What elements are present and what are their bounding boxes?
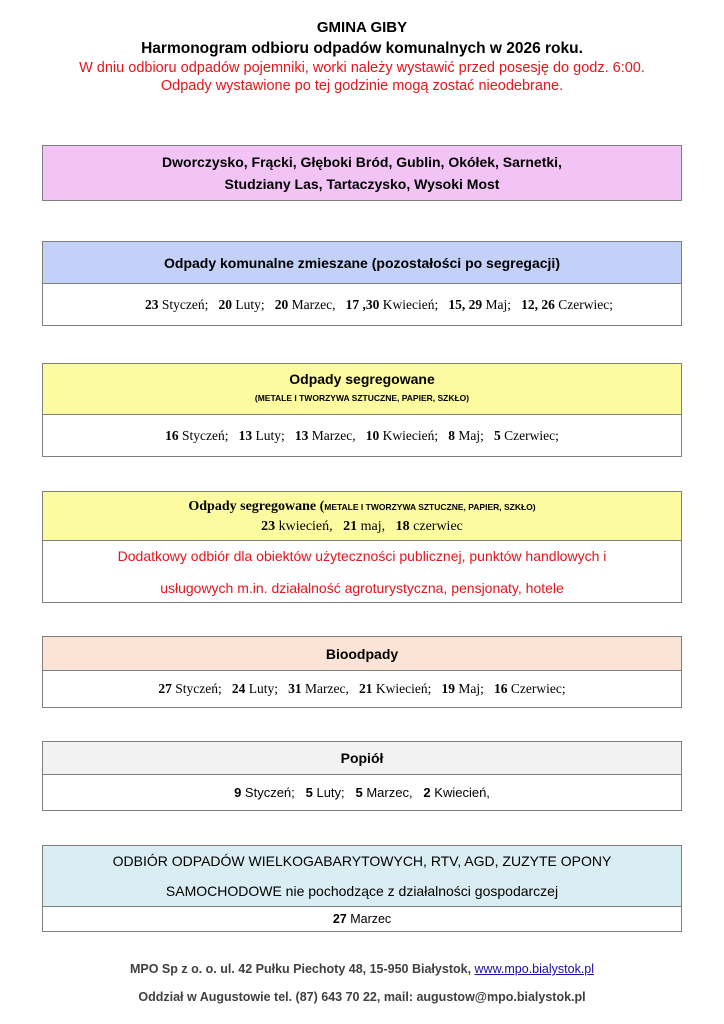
date-day: 12, 26 — [521, 296, 555, 312]
bio-waste-title: Bioodpady — [43, 637, 681, 670]
segregated-waste-header — [43, 364, 681, 414]
date-month: czerwiec — [409, 518, 463, 534]
date-day: 20 — [274, 296, 289, 312]
date-day: 15, 29 — [448, 296, 483, 312]
date-item — [288, 681, 349, 696]
date-item — [306, 785, 345, 800]
date-item — [396, 519, 463, 534]
date-list — [43, 428, 681, 444]
bio-waste-dates — [43, 670, 681, 707]
date-month: Styczeń; — [171, 681, 222, 696]
date-item — [494, 428, 559, 443]
date-month: Maj; — [482, 296, 511, 312]
date-list — [43, 517, 681, 536]
date-month: Maj; — [454, 681, 484, 696]
date-day: 9 — [234, 785, 242, 800]
date-day: 31 — [288, 681, 302, 696]
date-day: 5 — [355, 785, 363, 800]
date-day: 5 — [305, 785, 313, 800]
date-month: Marzec, — [301, 681, 349, 696]
ash-dates — [43, 774, 681, 810]
segregated-waste-box — [42, 363, 682, 457]
date-item — [261, 519, 333, 534]
date-day: 23 — [145, 296, 159, 312]
date-list — [43, 681, 681, 697]
date-item — [441, 681, 483, 696]
bulky-day: 27 — [332, 912, 347, 926]
date-month: Marzec, — [362, 785, 413, 800]
date-month: Kwiecień; — [379, 296, 439, 312]
bulky-waste-date — [43, 906, 681, 931]
mixed-waste-dates — [43, 283, 681, 325]
date-month: Styczeń; — [178, 427, 229, 443]
bulky-waste-header — [43, 846, 681, 906]
date-item — [158, 681, 221, 696]
bulky-month: Marzec — [350, 912, 392, 926]
date-day: 23 — [261, 518, 276, 534]
date-day: 16 — [165, 427, 179, 443]
date-day: 8 — [448, 427, 455, 443]
date-day: 18 — [395, 518, 410, 534]
villages-line-2: Studziany Las, Tartaczysko, Wysoki Most — [224, 176, 500, 192]
mixed-waste-title: Odpady komunalne zmieszane (pozostałości po segregacji) — [43, 242, 681, 283]
date-month: Styczeń; — [241, 785, 295, 800]
date-list — [43, 785, 681, 800]
date-item — [356, 785, 413, 800]
date-item — [239, 428, 285, 443]
date-item — [359, 681, 431, 696]
segregated-extra-header — [43, 492, 681, 540]
date-item — [343, 519, 385, 534]
segregated-extra-note — [43, 540, 681, 602]
website-link[interactable]: www.mpo.bialystok.pl — [474, 962, 595, 976]
document-header — [0, 18, 724, 95]
date-month: Luty; — [312, 785, 345, 800]
date-month: Kwiecień, — [430, 785, 490, 800]
ash-title: Popiół — [43, 742, 681, 774]
segregated-waste-dates — [43, 414, 681, 456]
date-list — [77, 297, 681, 313]
bulky-line-1: ODBIÓR ODPADÓW WIELKOGABARYTOWYCH, RTV, AGD, ZUZYTE OPONY — [112, 853, 612, 869]
footer-contact: Oddział w Augustowie tel. (87) 643 70 22, mail: augustow@mpo.bialystok.pl — [138, 990, 586, 1004]
segregated-extra-box — [42, 491, 682, 603]
date-item — [295, 428, 356, 443]
date-month: Luty; — [252, 427, 285, 443]
date-month: Luty; — [245, 681, 279, 696]
date-item — [448, 428, 484, 443]
date-month: Luty; — [232, 296, 265, 312]
date-month: Styczeń; — [158, 296, 209, 312]
date-day: 21 — [359, 681, 373, 696]
date-day: 19 — [441, 681, 455, 696]
date-month: Marzec, — [288, 296, 336, 312]
date-item — [448, 297, 511, 312]
date-day: 2 — [423, 785, 431, 800]
date-item — [145, 297, 208, 312]
date-month: maj, — [357, 518, 386, 534]
mixed-waste-box — [42, 241, 682, 326]
date-month: Czerwiec; — [507, 681, 566, 696]
date-day: 13 — [294, 427, 309, 443]
date-month: Kwiecień; — [379, 427, 439, 443]
footer-address-text: MPO Sp z o. o. ul. 42 Pułku Piechoty 48, 15-950 Białystok, — [129, 962, 472, 976]
date-day: 16 — [493, 681, 508, 696]
date-day: 21 — [343, 518, 358, 534]
extra-note-line-1: Dodatkowy odbiór dla obiektów użyteczności publicznej, punktów handlowych i — [117, 547, 607, 564]
bulky-waste-box — [42, 845, 682, 932]
segregated-waste-types: (METALE I TWORZYWA SZTUCZNE, PAPIER, SZKŁO) — [254, 393, 470, 403]
date-item — [165, 428, 228, 443]
date-item — [219, 297, 265, 312]
segregated-waste-title: Odpady segregowane — [289, 371, 435, 387]
date-month: Czerwiec; — [554, 296, 613, 312]
municipality-title: GMINA GIBY — [316, 19, 408, 36]
segregated-extra-title: Odpady segregowane ( — [188, 498, 325, 514]
date-item — [232, 681, 278, 696]
date-item — [234, 785, 295, 800]
date-day: 17 ,30 — [345, 296, 380, 312]
bio-waste-box — [42, 636, 682, 708]
date-item — [346, 297, 439, 312]
date-day: 13 — [238, 427, 253, 443]
date-item — [494, 681, 566, 696]
segregated-extra-types: METALE I TWORZYWA SZTUCZNE, PAPIER, SZKŁO) — [324, 501, 536, 512]
date-month: Marzec, — [308, 427, 356, 443]
date-day: 5 — [493, 427, 501, 443]
notice-line-1: W dniu odbioru odpadów pojemniki, worki należy wystawić przed posesję do godz. 6:00. — [79, 60, 645, 76]
date-month: kwiecień, — [275, 518, 333, 534]
date-month: Kwiecień; — [372, 681, 432, 696]
date-item — [521, 297, 613, 312]
date-item — [275, 297, 336, 312]
date-item — [423, 785, 489, 800]
date-day: 10 — [365, 427, 380, 443]
date-item — [366, 428, 438, 443]
bulky-line-2: SAMOCHODOWE nie pochodzące z działalności gospodarczej — [165, 883, 559, 899]
schedule-title: Harmonogram odbioru odpadów komunalnych w 2026 roku. — [141, 40, 583, 57]
ash-box — [42, 741, 682, 811]
villages-box — [42, 145, 682, 201]
date-day: 27 — [158, 681, 172, 696]
date-day: 20 — [218, 296, 233, 312]
footer-address — [0, 962, 724, 976]
extra-note-line-2: usługowych m.in. działalność agroturystyczna, pensjonaty, hotele — [160, 579, 564, 596]
notice-line-2: Odpady wystawione po tej godzinie mogą zostać nieodebrane. — [160, 78, 564, 94]
villages-line-1: Dworczysko, Frącki, Głęboki Bród, Gublin, Okółek, Sarnetki, — [162, 154, 562, 170]
date-month: Czerwiec; — [500, 427, 559, 443]
date-month: Maj; — [454, 427, 484, 443]
date-day: 24 — [231, 681, 246, 696]
